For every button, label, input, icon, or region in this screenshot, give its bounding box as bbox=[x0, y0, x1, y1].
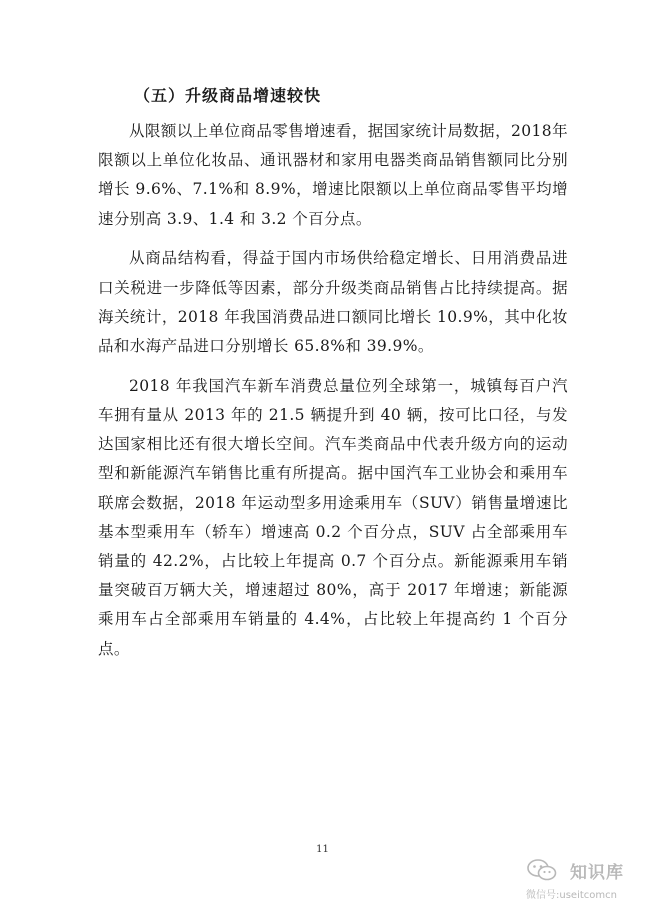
watermark-account: 微信号:useitcomcn bbox=[526, 890, 617, 901]
paragraph-retail-growth: 从限额以上单位商品零售增速看，据国家统计局数据，2018年限额以上单位化妆品、通讯器材和家用电器类商品销售额同比分别增长 9.6%、7.1%和 8.9%，增速比限额以上单位商品零售平均增速分别高 3.9、1.4 和 3.2 个百分点。 bbox=[98, 122, 568, 228]
section-heading: （五）升级商品增速较快 bbox=[134, 86, 322, 105]
watermark-brand: 知识库 bbox=[570, 863, 624, 883]
watermark bbox=[526, 856, 638, 904]
paragraph-product-structure: 从商品结构看，得益于国内市场供给稳定增长、日用消费品进口关税进一步降低等因素，部分升级类商品销售占比持续提高。据海关统计，2018 年我国消费品进口额同比增长 10.9%，其中化妆品和水海产品进口分别增长 65.8%和 39.9%。 bbox=[98, 249, 568, 356]
wechat-icon bbox=[526, 858, 558, 882]
page-number: 11 bbox=[316, 844, 329, 855]
body-text bbox=[98, 117, 568, 674]
paragraph-auto-consumption: 2018 年我国汽车新车消费总量位列全球第一，城镇每百户汽车拥有量从 2013 年的 21.5 辆提升到 40 辆，按可比口径，与发达国家相比还有很大增长空间。汽车类商品中代表升级方向的运动型和新能源汽车销售比重有所提高。据中国汽车工业协会和乘用车联席会数据，2018 年运动型多用途乘用车（SUV）销售量增速比基本型乘用车（轿车）增速高 0.2 个百分点，SUV 占全部乘用车销量的 42.2%，占比较上年提高 0.7 个百分点。新能源乘用车销量突破百万辆大关，增速超过 80%，高于 2017 年增速；新能源乘用车占全部乘用车销量的 4.4%，占比较上年提高约 1 个百分点。 bbox=[98, 376, 568, 658]
